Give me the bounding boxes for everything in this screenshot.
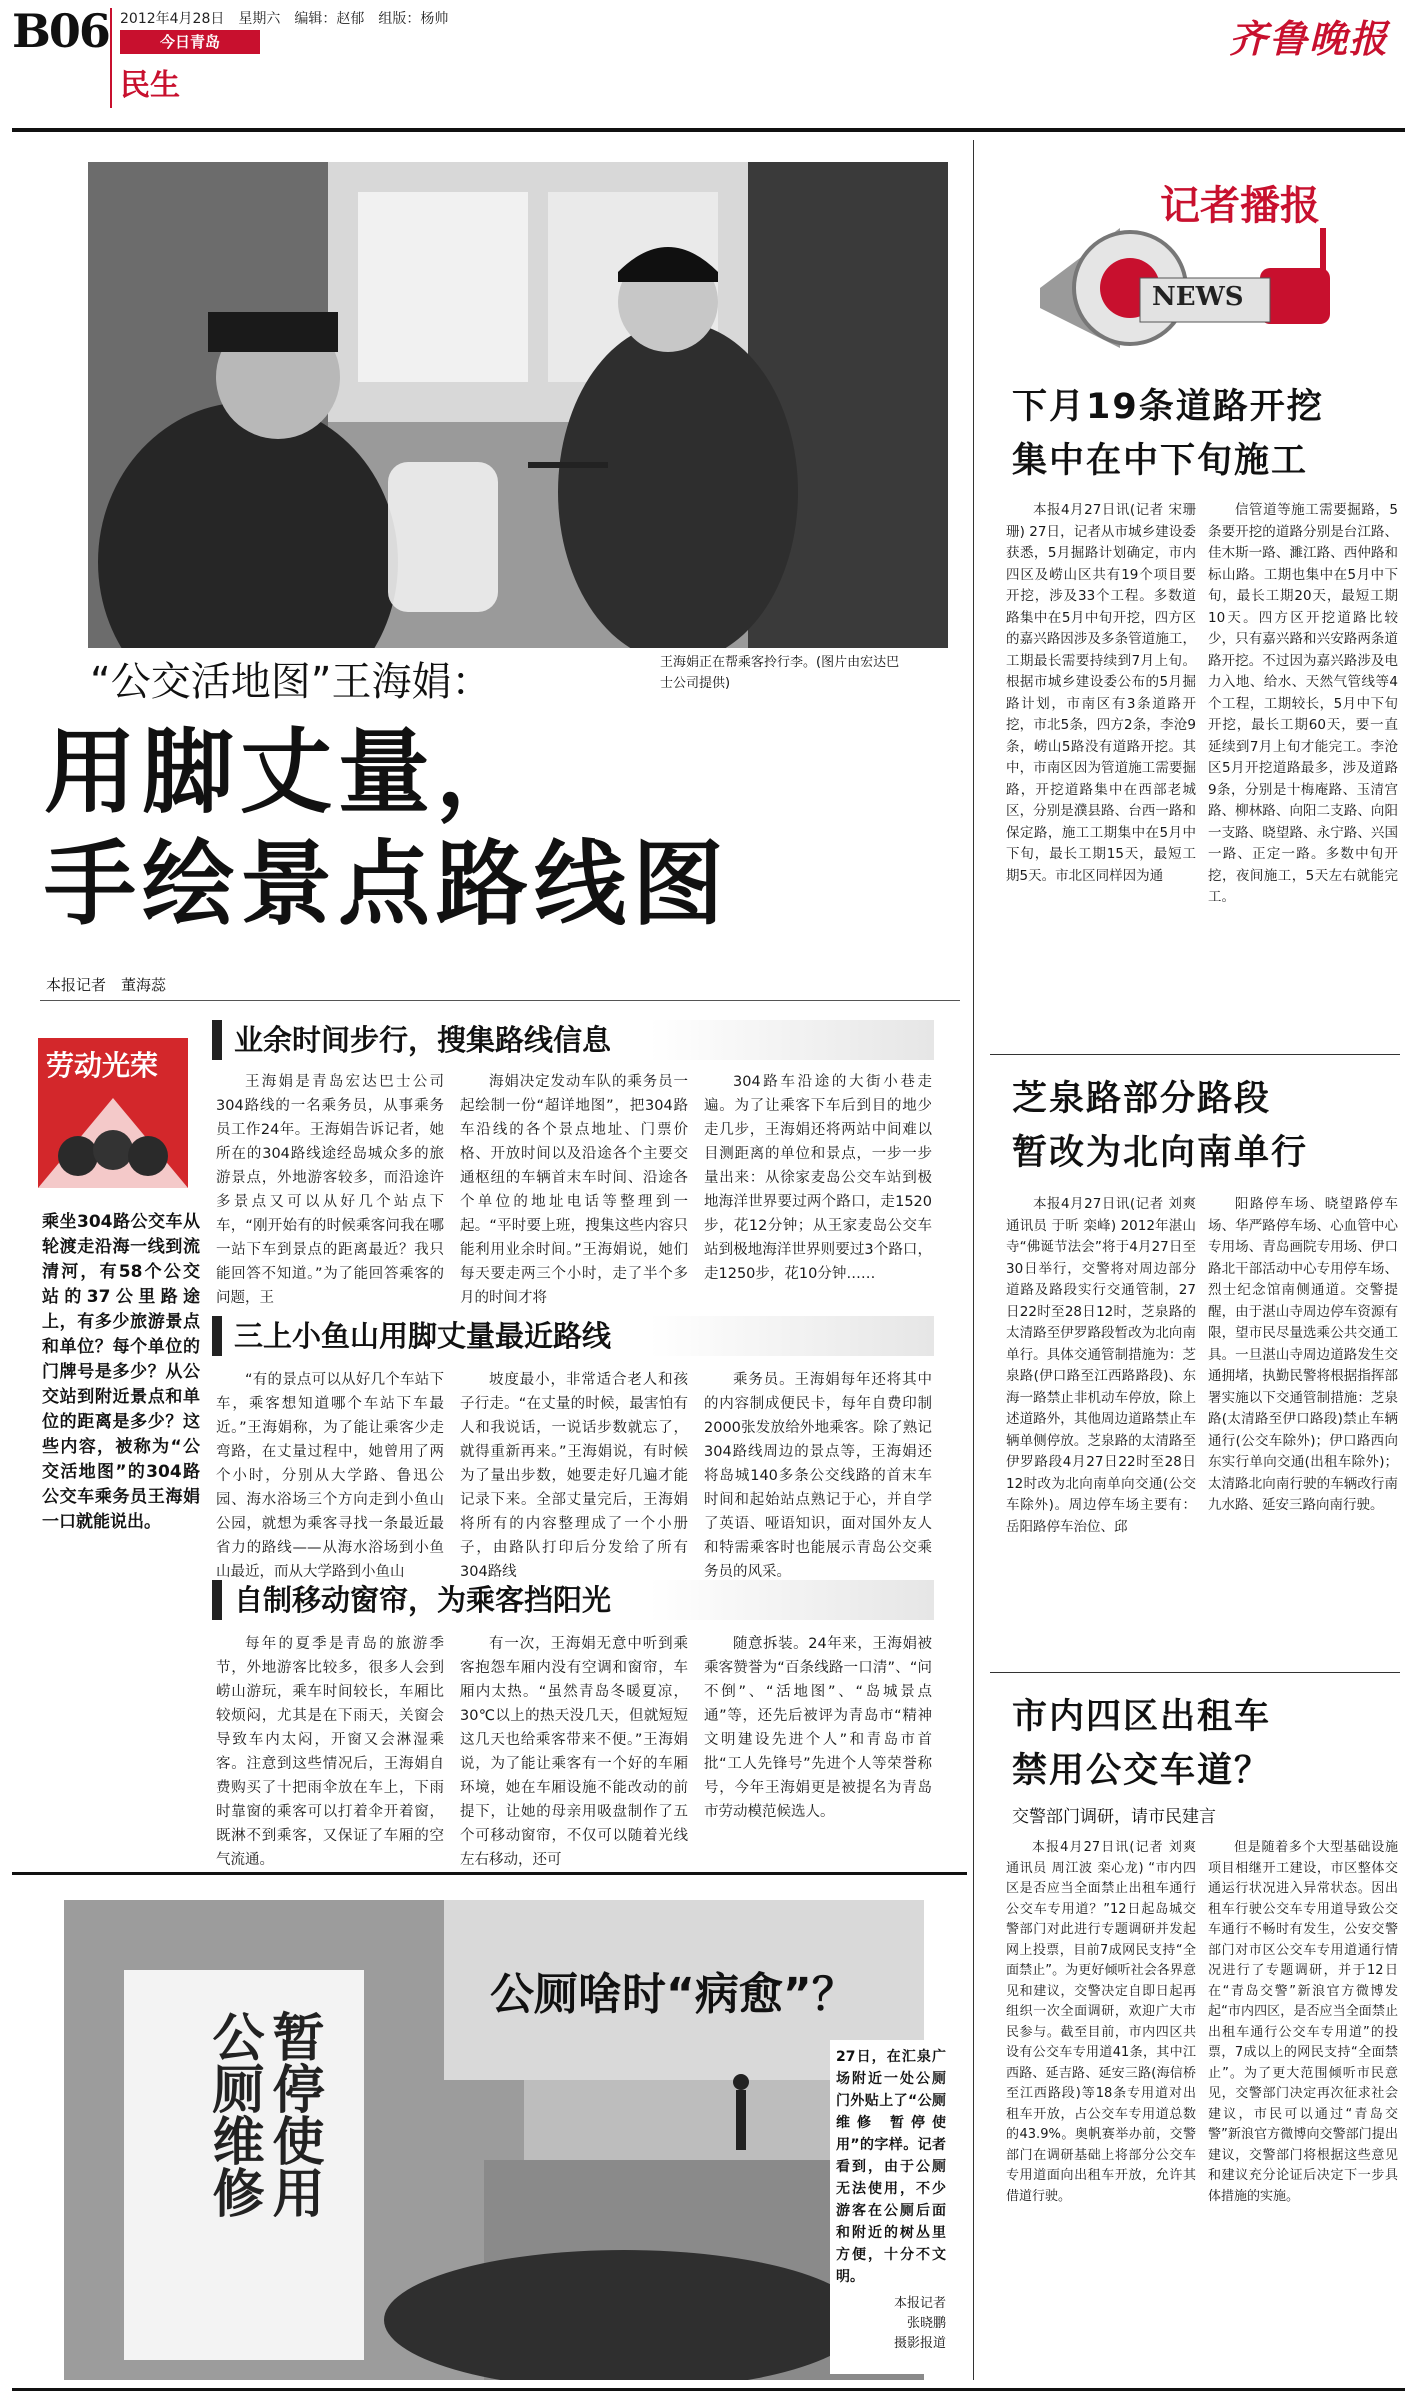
section3-title: 自制移动窗帘，为乘客挡阳光 [212,1580,934,1620]
sidebar-story3-col1 [1006,1838,1196,2207]
section1-col3-text: 304路车沿途的大街小巷走遍。为了让乘客下车后到目的地少走几步，王海娟还将两站中间难以目测距离的单位和景点，一步一步量出来：从徐家麦岛公交车站到极地海洋世界要过两个路口，走1520步，花12分钟；从王家麦岛公交车站到极地海洋世界则要过3个路口，走1250步，花10分钟…… [704,1074,932,1282]
section2-col3-text: 乘务员。王海娟每年还将其中的内容制成便民卡，每年自费印制2000张发放给外地乘客。除了熟记304路线周边的景点等，王海娟还将岛城140多条公交线路的首末车时间和起始站点熟记于心，并自学了英语、哑语知识，面对国外友人和特需乘客时也能展示青岛公交乘务员的风采。 [704,1372,932,1580]
lead-kicker: “公交活地图”王海娟： [90,659,492,705]
sidebar-story3-title2: 禁用公交车道？ [1012,1751,1272,1791]
lead-byline: 本报记者 董海蕊 [46,976,167,994]
labor-badge [38,1038,188,1188]
section2-col1-text: “有的景点可以从好几个车站下车，乘客想知道哪个车站下车最近。”王海娟称，为了能让乘客少走弯路，在丈量过程中，她曾用了两个小时，分别从大学路、鲁迅公园、海水浴场三个方向走到小鱼山公园，就想为乘客寻找一条最近最省力的路线——从海水浴场到小鱼山最近，而从大学路到小鱼山 [216,1372,444,1580]
sidebar-story1-col2-text: 信管道等施工需要掘路，5条要开挖的道路分别是台江路、佳木斯一路、濉江路、西仲路和标山路。工期也集中在5月中下旬，最长工期20天，最短工期10天。四方区开挖道路比较少，只有嘉兴路和兴安路两条道路开挖。不过因为嘉兴路涉及电力入地、给水、天然气管线等4个工程，工期较长，5月中下旬开挖，最长工期60天，要一直延续到7月上旬才能完工。李沧区5月开挖道路最多，涉及道路9条，分别是十梅庵路、玉清宫路、柳林路、向阳二支路、向阳一支路、晓望路、永宁路、兴国一路、正定一路。多数中旬开挖，夜间施工，5天左右就能完工。 [1208,502,1398,905]
section3-col1-text: 每年的夏季是青岛的旅游季节，外地游客比较多，很多人会到崂山游玩，乘车时间较长，车厢比较烦闷，尤其是在下雨天，关窗会导致车内太闷，开窗又会淋湿乘客。注意到这些情况后，王海娟自费购买了十把雨伞放在车上，下雨时靠窗的乘客可以打着伞开着窗，既淋不到乘客，又保证了车厢的空气流通。 [216,1636,444,1868]
section2-col1 [216,1368,444,1584]
lead-headline-1: 用脚丈量， [44,719,535,826]
bus-scene-image [88,162,948,648]
section1-col1 [216,1070,444,1310]
section1-col3 [704,1070,932,1286]
section-tag [120,30,260,54]
toilet-body: 27日，在汇泉广场附近一处公厕门外贴上了“公厕维修 暂停使用”的字样。记者看到，由于公厕无法使用，不少游客在公厕后面和附近的树丛里方便，十分不文明。 [836,2049,946,2285]
toilet-credit-1: 本报记者 [893,2296,946,2311]
section-tag-label: 今日青岛 [159,33,220,51]
lead-summary: 乘坐304路公交车从轮渡走沿海一线到流清河，有58个公交站的37公里路途上，有多少旅游景点和单位？每个单位的门牌号是多少？从公交站到附近景点和单位的距离是多少？这些内容，被称为“公交活地图”的304路公交车乘务员王海娟一口就能说出。 [42,1212,200,1532]
lead-rule [40,1000,960,1001]
section1-col2 [460,1070,688,1310]
header-divider [110,8,112,108]
page-code: B06 [12,4,109,58]
sidebar-story3-subtitle: 交警部门调研，请市民建言 [1012,1807,1216,1827]
sidebar-story3-col1-text: 本报4月27日讯(记者 刘爽 通讯员 周江波 栾心龙) “市内四区是否应当全面禁止出租车通行公交车专用道？”12日起岛城交警部门对此进行专题调研并发起网上投票，目前7成网民支持“全面禁止”。为更好倾听社会各界意见和建议，交警决定自即日起再组织一次全面调研，欢迎广大市民参与。截至目前，市内四区共设有公交车专用道41条，其中江西路、延吉路、延安三路(海信桥至江西路段)等18条专用道对出租车开放，占公交车专用道总数的43.9%。奥帆赛举办前，交警部门在调研基础上将部分公交车专用道面向出租车开放，允许其借道行驶。 [1006,1840,1196,2204]
toilet-credit-2: 张晓鹏 [906,2316,946,2331]
reporter-logo [1030,168,1350,358]
lead-photo [88,162,948,648]
sidebar-divider [973,140,974,2380]
sidebar-story2-title1: 芝泉路部分路段 [1012,1079,1272,1119]
paper-logo: 齐鲁晚报 [1228,16,1389,61]
date-line: 2012年4月28日 星期六 编辑：赵郁 组版：杨帅 [120,11,449,27]
sidebar-story3-col2 [1208,1838,1398,2207]
sidebar-rule-1 [990,1054,1400,1055]
toilet-credit-3: 摄影报道 [893,2336,946,2351]
section3-col1 [216,1632,444,1872]
toilet-sign-line1: 公厕维修 [203,2010,263,2218]
sidebar-story2-col1 [1006,1194,1196,1538]
section2-col2-text: 坡度最小，非常适合老人和孩子行走。“在丈量的时候，最害怕有人和我说话，一说话步数就忘了，就得重新再来。”王海娟说，有时候为了量出步数，她要走好几遍才能记录下来。全部丈量完后，王海娟将所有的内容整理成了一个小册子，由路队打印后分发给了所有304路线 [460,1372,688,1580]
sidebar-rule-2 [990,1672,1400,1673]
section1-col2-text: 海娟决定发动车队的乘务员一起绘制一份“超详地图”，把304路车沿线的各个景点地址、门票价格、开放时间以及沿途各个主要交通枢纽的车辆首末车时间、沿途各个单位的地址电话等整理到一起。“平时要上班，搜集这些内容只能利用业余时间。”王海娟说，她们每天要走两三个小时，走了半个多月的时间才将 [460,1074,688,1306]
lead-photo-caption: 王海娟正在帮乘客拎行李。(图片由宏达巴士公司提供) [660,655,900,691]
lead-headline-2: 手绘景点路线图 [44,831,731,938]
header-rule [12,128,1405,132]
section3-col3 [704,1632,932,1824]
sidebar-story1-col1-text: 本报4月27日讯(记者 宋珊珊) 27日，记者从市城乡建设委获悉，5月掘路计划确定，市内四区及崂山区共有19个项目要开挖，涉及33个工程。多数道路集中在5月中旬开挖，四方区的嘉兴路因涉及多条管道施工，工期最长需要持续到7月上旬。根据市城乡建设委公布的5月掘路计划，市南区有3条道路开挖，市北5条，四方2条，李沧9条，崂山5路没有道路开挖。其中，市南区因为管道施工需要掘路，开挖道路集中在西部老城区，分别是濮县路、台西一路和保定路，施工工期集中在5月中下旬，最长工期15天，最短工期5天。市北区同样因为通 [1006,502,1196,884]
section2-title: 三上小鱼山用脚丈量最近路线 [212,1316,934,1356]
section2-col2 [460,1368,688,1584]
toilet-title: 公厕啥时“病愈”？ [490,1969,856,2020]
sidebar-story1-col1 [1006,500,1196,887]
section3-col3-text: 随意拆装。24年来，王海娟被乘客赞誉为“百条线路一口清”、“问不倒”、“活地图”、“岛城景点通”等，还先后被评为青岛市“精神文明建设先进个人”和青岛市首批“工人先锋号”先进个人等荣誉称号，今年王海娟更是被提名为青岛市劳动模范候选人。 [704,1636,932,1820]
page-bottom-rule [12,2388,1405,2391]
section-name: 民生 [120,68,180,103]
sidebar-story1-title1: 下月19条道路开挖 [1012,387,1324,427]
sidebar-story3-col2-text: 但是随着多个大型基础设施项目相继开工建设，市区整体交通运行状况进入异常状态。因出租车行驶公交车专用道导致公交车通行不畅时有发生，公安交警部门对市区公交车专用道通行情况进行了专题调研，并于12日在“青岛交警”新浪官方微博发起“市内四区，是否应当全面禁止出租车通行公交车专用道”的投票，7成以上的网民支持“全面禁止”。为了更大范围倾听市民意见，交警部门决定再次征求社会建议，市民可以通过“青岛交警”新浪官方微博向交警部门提出建议，交警部门将根据这些意见和建议充分论证后决定下一步具体措施的实施。 [1208,1840,1398,2204]
section1-title: 业余时间步行，搜集路线信息 [212,1020,934,1060]
labor-badge-text: 劳动光荣 [46,1049,159,1082]
sidebar-story2-col1-text: 本报4月27日讯(记者 刘爽 通讯员 于昕 栾峰) 2012年湛山寺“佛诞节法会”将于4月27日至30日举行，交警将对周边部分道路及路段实行交通管制，27日22时至28日12时，芝泉路的太清路至伊罗路段暂改为北向南单行。具体交通管制措施为：芝泉路(伊口路至江西路路段)、东海一路禁止非机动车停放，除上述道路外，其他周边道路禁止车辆单侧停放。芝泉路的太清路至伊罗路段4月27日22时至28日12时改为北向南单向交通(公交车除外)。周边停车场主要有：岳阳路停车治位、邱 [1006,1196,1196,1535]
sidebar-story1-col2 [1208,500,1398,909]
toilet-sign-line2: 暂停使用 [263,2010,323,2218]
section3-col2-text: 有一次，王海娟无意中听到乘客抱怨车厢内没有空调和窗帘，车厢内太热。“虽然青岛冬暖夏凉，30℃以上的热天没几天，但就短短这几天也给乘客带来不便。”王海娟说，为了能让乘客有一个好的车厢环境，她在车厢设施不能改动的前提下，让她的母亲用吸盘制作了五个可移动窗帘，不仅可以随着光线左右移动，还可 [460,1636,688,1868]
section1-col1-text: 王海娟是青岛宏达巴士公司304路线的一名乘务员，从事乘务员工作24年。王海娟告诉记者，她所在的304路线途经岛城众多的旅游景点，外地游客较多，而沿途许多景点又可以从好几个站点下车，“刚开始有的时候乘客问我在哪一站下车到景点的距离最近？我只能回答不知道。”为了能回答乘客的问题，王 [216,1074,444,1306]
sidebar-story1-title2: 集中在中下旬施工 [1012,441,1309,481]
section3-col2 [460,1632,688,1872]
section2-col3 [704,1368,932,1584]
sidebar-story3-title1: 市内四区出租车 [1012,1697,1272,1737]
sidebar-story2-col2 [1208,1194,1398,1517]
news-tag: NEWS [1152,282,1244,312]
sidebar-story2-title2: 暂改为北向南单行 [1012,1133,1309,1173]
reporter-logo-text: 记者播报 [1160,183,1320,229]
sidebar-story2-col2-text: 阳路停车场、晓望路停车场、华严路停车场、心血管中心专用场、青岛画院专用场、伊口路北干部活动中心专用停车场、烈士纪念馆南侧通道。交警提醒，由于湛山寺周边停车资源有限，望市民尽量选乘公共交通工具。一旦湛山寺周边道路发生交通拥堵，执勤民警将根据指挥部署实施以下交通管制措施：芝泉路(太清路至伊口路段)禁止车辆通行(公交车除外)；伊口路西向东实行单向交通(出租车除外)；太清路北向南行驶的车辆改行南九水路、延安三路向南行驶。 [1208,1196,1398,1513]
toilet-text-box [830,2040,952,2374]
lead-bottom-rule [12,1872,967,1875]
